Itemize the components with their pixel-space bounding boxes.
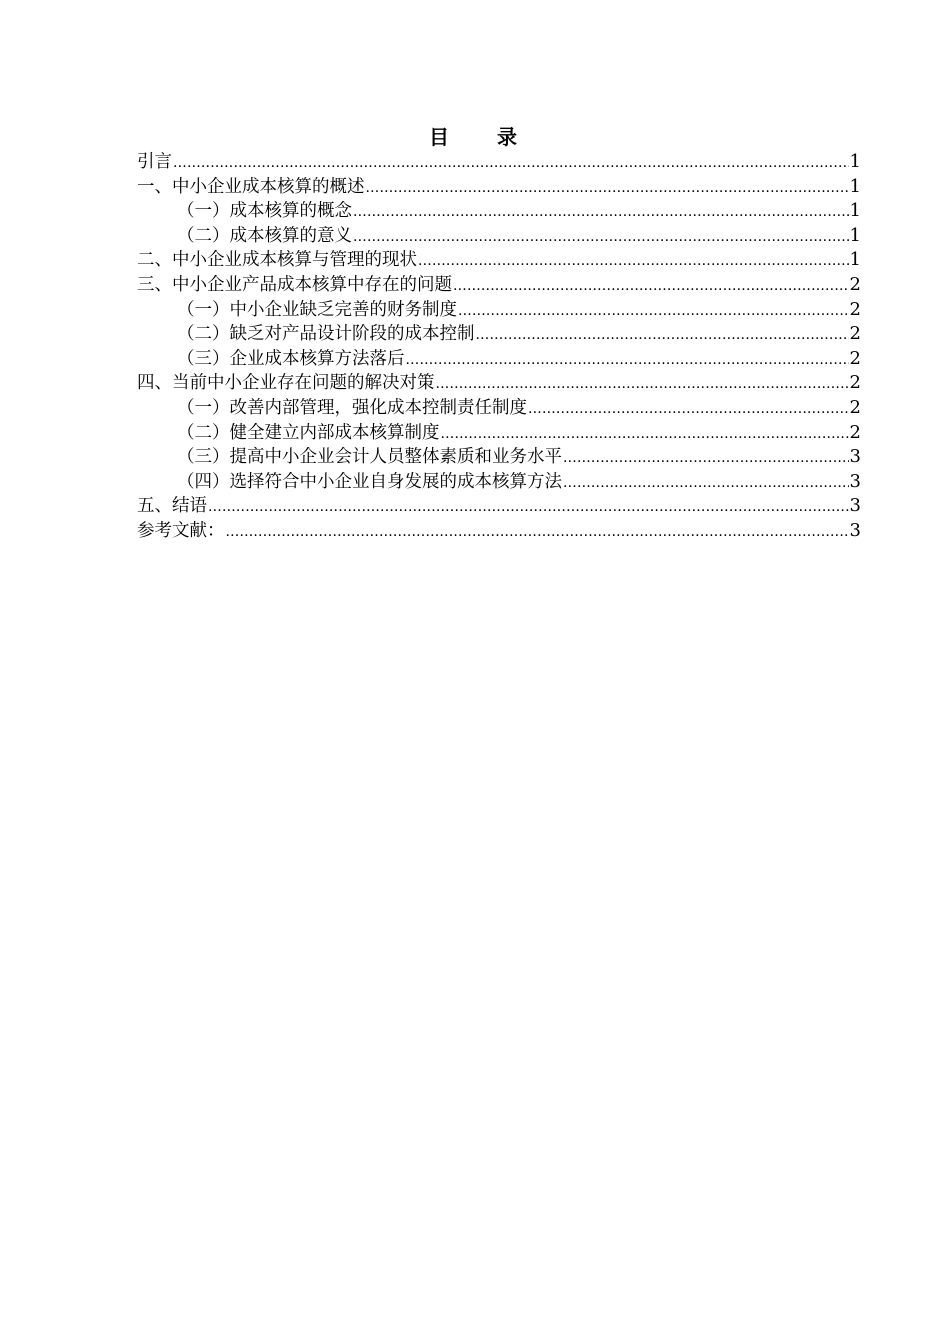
dot-leader — [476, 323, 849, 347]
dot-leader — [353, 225, 849, 249]
toc-entry-label: 一、中小企业成本核算的概述 — [137, 176, 365, 197]
toc-entry-section-3[interactable] — [137, 273, 861, 298]
dot-leader — [173, 151, 849, 175]
toc-entry-label: 四、当前中小企业存在问题的解决对策 — [137, 373, 435, 394]
toc-entry-page-number: 2 — [849, 421, 861, 443]
toc-entry-page-number: 3 — [849, 519, 861, 541]
toc-entry-label: 二、中小企业成本核算与管理的现状 — [137, 250, 417, 271]
dot-leader — [458, 299, 849, 323]
dot-leader — [226, 520, 849, 544]
toc-entry-section-3-2[interactable] — [137, 322, 861, 347]
toc-entry-page-number: 2 — [849, 372, 861, 394]
toc-entry-label: （二）缺乏对产品设计阶段的成本控制 — [177, 324, 475, 345]
toc-entry-references[interactable] — [137, 519, 861, 544]
toc-entry-page-number: 2 — [849, 396, 861, 418]
dot-leader — [528, 397, 849, 421]
toc-entry-page-number: 2 — [849, 347, 861, 369]
dot-leader — [563, 471, 849, 495]
toc-entry-page-number: 1 — [849, 151, 861, 172]
toc-entry-section-5[interactable] — [137, 494, 861, 519]
toc-entry-page-number: 2 — [849, 298, 861, 320]
dot-leader — [563, 446, 849, 470]
toc-entry-section-3-3[interactable] — [137, 347, 861, 372]
toc-entry-page-number: 3 — [849, 495, 861, 517]
toc-entry-page-number: 3 — [849, 446, 861, 468]
toc-title: 目 录 — [429, 125, 531, 149]
toc-entry-section-1-1[interactable] — [137, 199, 861, 224]
toc-entry-section-4[interactable] — [137, 371, 861, 396]
toc-entry-section-3-1[interactable] — [137, 298, 861, 323]
toc-entry-section-4-4[interactable] — [137, 470, 861, 495]
toc-entry-label: 引言 — [137, 152, 172, 172]
toc-entry-page-number: 1 — [849, 249, 861, 271]
toc-entry-label: （四）选择符合中小企业自身发展的成本核算方法 — [177, 471, 562, 492]
toc-entry-introduction[interactable] — [137, 150, 861, 175]
toc-entry-page-number: 1 — [849, 200, 861, 222]
toc-entry-section-4-3[interactable] — [137, 445, 861, 470]
toc-entry-section-2[interactable] — [137, 248, 861, 273]
toc-entry-section-4-1[interactable] — [137, 396, 861, 421]
dot-leader — [366, 176, 849, 200]
table-of-contents — [137, 150, 861, 544]
dot-leader — [441, 422, 849, 446]
dot-leader — [208, 495, 849, 519]
dot-leader — [453, 274, 849, 298]
toc-entry-page-number: 2 — [849, 323, 861, 345]
toc-entry-page-number: 2 — [849, 273, 861, 295]
toc-entry-label: （一）改善内部管理，强化成本控制责任制度 — [177, 397, 527, 418]
toc-entry-label: （二）成本核算的意义 — [177, 225, 352, 246]
toc-entry-label: 五、结语 — [137, 496, 207, 517]
dot-leader — [353, 200, 849, 224]
toc-entry-label: （一）中小企业缺乏完善的财务制度 — [177, 299, 457, 320]
toc-entry-page-number: 1 — [849, 175, 861, 197]
toc-entry-section-4-2[interactable] — [137, 421, 861, 446]
toc-entry-label: （一）成本核算的概念 — [177, 201, 352, 222]
toc-entry-section-1-2[interactable] — [137, 224, 861, 249]
toc-entry-page-number: 3 — [849, 470, 861, 492]
dot-leader — [406, 348, 849, 372]
toc-entry-page-number: 1 — [849, 224, 861, 246]
toc-entry-label: 三、中小企业产品成本核算中存在的问题 — [137, 274, 452, 295]
toc-entry-label: （三）提高中小企业会计人员整体素质和业务水平 — [177, 447, 562, 468]
toc-entry-label: 参考文献： — [137, 520, 225, 541]
toc-entry-label: （二）健全建立内部成本核算制度 — [177, 422, 440, 443]
dot-leader — [436, 372, 849, 396]
toc-entry-label: （三）企业成本核算方法落后 — [177, 348, 405, 369]
toc-entry-section-1[interactable] — [137, 175, 861, 200]
dot-leader — [418, 249, 849, 273]
